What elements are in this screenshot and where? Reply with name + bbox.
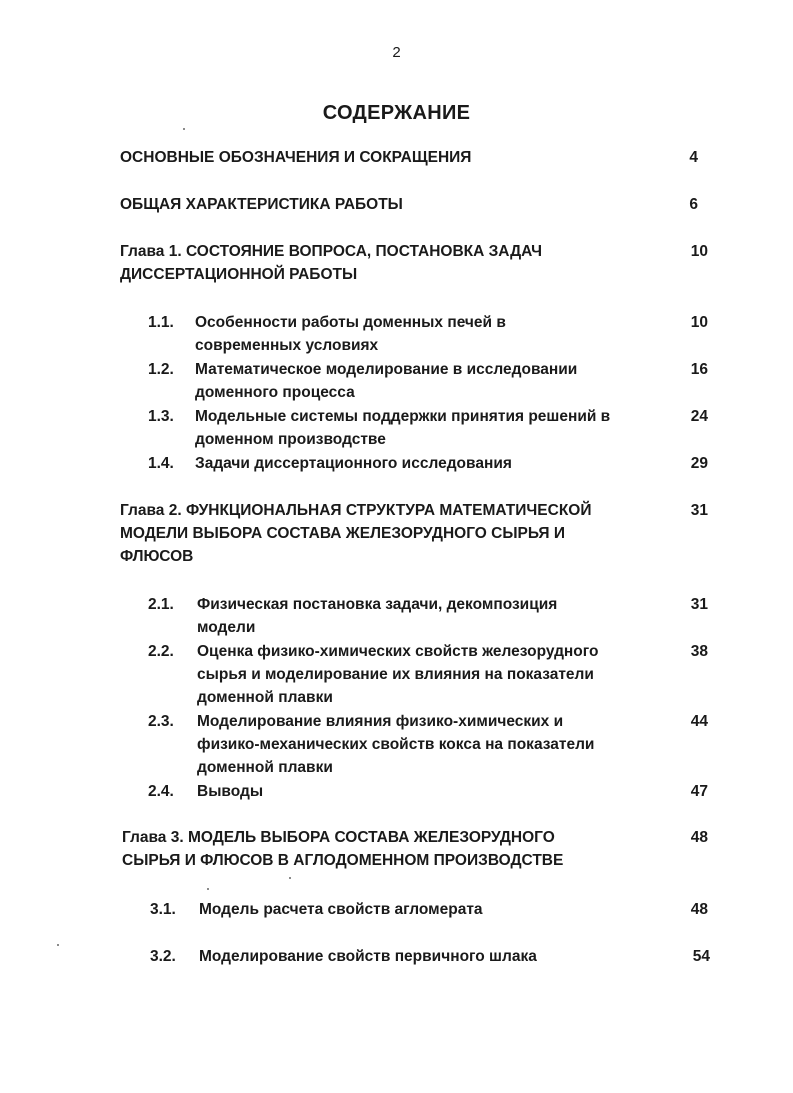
section-2-2-line-2: сырья и моделирование их влияния на показатели bbox=[197, 666, 594, 683]
section-2-4-line-1: Выводы bbox=[197, 783, 264, 800]
section-1-2-line-1: Математическое моделирование в исследовании bbox=[195, 361, 578, 378]
section-2-4-num: 2.4. bbox=[148, 783, 174, 800]
section-3-1-line-1: Модель расчета свойств агломерата bbox=[199, 901, 483, 918]
section-2-2-line-1: Оценка физико-химических свойств железорудного bbox=[197, 643, 599, 660]
section-1-3-page: 24 bbox=[690, 408, 708, 425]
section-1-4-line-1: Задачи диссертационного исследования bbox=[195, 455, 512, 472]
toc-entry-general-page: 6 bbox=[689, 196, 698, 213]
page-title: СОДЕРЖАНИЕ bbox=[322, 102, 471, 124]
section-2-1-num: 2.1. bbox=[148, 596, 174, 613]
section-2-3-line-2: физико-механических свойств кокса на показатели bbox=[197, 736, 595, 753]
section-3-2-page: 54 bbox=[692, 948, 710, 965]
section-2-2-num: 2.2. bbox=[148, 643, 174, 660]
section-1-3-line-1: Модельные системы поддержки принятия решений в bbox=[195, 408, 611, 425]
section-1-1-page: 10 bbox=[690, 314, 708, 331]
chapter-3-title-line-2: СЫРЬЯ И ФЛЮСОВ В АГЛОДОМЕННОМ ПРОИЗВОДСТВЕ bbox=[122, 852, 564, 869]
chapter-2-title-line-3: ФЛЮСОВ bbox=[120, 548, 194, 565]
section-1-2-line-2: доменного процесса bbox=[195, 384, 355, 401]
section-1-1-line-1: Особенности работы доменных печей в bbox=[195, 314, 506, 331]
section-1-1-line-2: современных условиях bbox=[195, 337, 379, 354]
section-2-3-num: 2.3. bbox=[148, 713, 174, 730]
chapter-1-title-line-1: Глава 1. СОСТОЯНИЕ ВОПРОСА, ПОСТАНОВКА ЗАДАЧ bbox=[120, 243, 543, 260]
toc-entry-abbrev-title: ОСНОВНЫЕ ОБОЗНАЧЕНИЯ И СОКРАЩЕНИЯ bbox=[120, 149, 472, 166]
chapter-2-title-line-1: Глава 2. ФУНКЦИОНАЛЬНАЯ СТРУКТУРА МАТЕМАТИЧЕСКОЙ bbox=[120, 502, 592, 519]
section-3-1-num: 3.1. bbox=[150, 901, 176, 918]
section-2-1-line-2: модели bbox=[197, 619, 256, 636]
section-2-2-page: 38 bbox=[690, 643, 708, 660]
scan-speck bbox=[183, 128, 185, 130]
section-1-4-page: 29 bbox=[690, 455, 708, 472]
section-1-2-page: 16 bbox=[690, 361, 708, 378]
section-3-2-line-1: Моделирование свойств первичного шлака bbox=[199, 948, 537, 965]
toc-entry-general-title: ОБЩАЯ ХАРАКТЕРИСТИКА РАБОТЫ bbox=[120, 196, 403, 213]
section-2-4-page: 47 bbox=[690, 783, 708, 800]
chapter-2-title-line-2: МОДЕЛИ ВЫБОРА СОСТАВА ЖЕЛЕЗОРУДНОГО СЫРЬЯ И bbox=[120, 525, 565, 542]
section-1-3-num: 1.3. bbox=[148, 408, 174, 425]
section-2-2-line-3: доменной плавки bbox=[197, 689, 333, 706]
toc-entry-abbrev-page: 4 bbox=[689, 149, 698, 166]
chapter-3-title-line-1: Глава 3. МОДЕЛЬ ВЫБОРА СОСТАВА ЖЕЛЕЗОРУДНОГО bbox=[122, 829, 555, 846]
section-1-3-line-2: доменном производстве bbox=[195, 431, 386, 448]
section-1-4-num: 1.4. bbox=[148, 455, 174, 472]
section-2-3-line-3: доменной плавки bbox=[197, 759, 333, 776]
chapter-3-page: 48 bbox=[690, 829, 708, 846]
section-2-1-line-1: Физическая постановка задачи, декомпозиция bbox=[197, 596, 558, 613]
scan-speck bbox=[289, 877, 291, 879]
chapter-1-title-line-2: ДИССЕРТАЦИОННОЙ РАБОТЫ bbox=[120, 266, 358, 283]
scan-speck bbox=[207, 888, 209, 890]
section-2-1-page: 31 bbox=[690, 596, 708, 613]
chapter-2-page: 31 bbox=[690, 502, 708, 519]
chapter-1-page: 10 bbox=[690, 243, 708, 260]
section-3-1-page: 48 bbox=[690, 901, 708, 918]
section-3-2-num: 3.2. bbox=[150, 948, 176, 965]
section-1-1-num: 1.1. bbox=[148, 314, 174, 331]
page-number: 2 bbox=[392, 44, 401, 61]
section-2-3-page: 44 bbox=[690, 713, 708, 730]
section-2-3-line-1: Моделирование влияния физико-химических и bbox=[197, 713, 564, 730]
section-1-2-num: 1.2. bbox=[148, 361, 174, 378]
scan-speck bbox=[57, 944, 59, 946]
